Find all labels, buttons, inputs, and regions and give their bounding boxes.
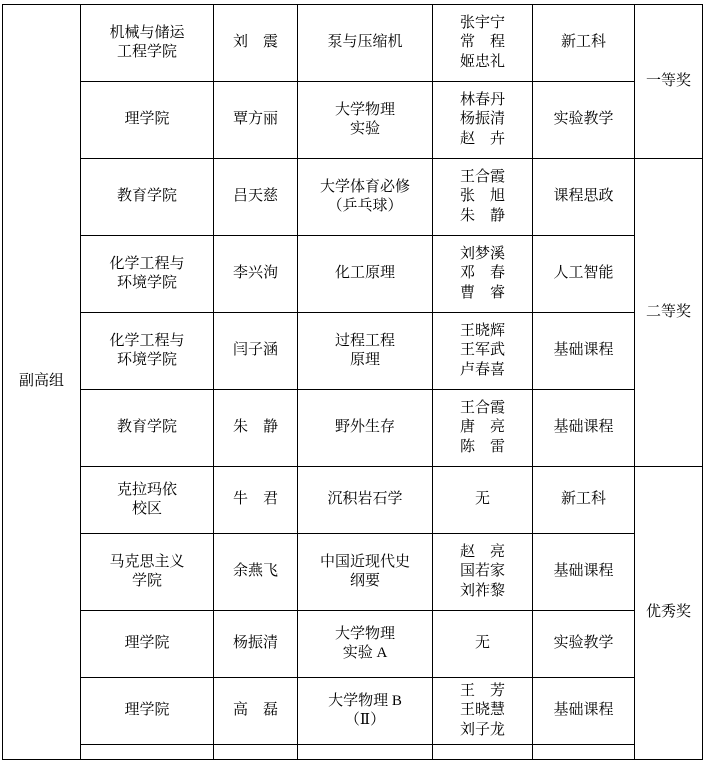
college-cell bbox=[81, 745, 214, 760]
college-line: 校区 bbox=[131, 501, 162, 517]
course-cell bbox=[298, 159, 433, 236]
college-line: 化学工程与 bbox=[109, 332, 185, 349]
course-type-cell: 人工智能 bbox=[533, 236, 635, 313]
members-cell bbox=[433, 678, 533, 745]
course-line: 纲要 bbox=[349, 573, 380, 589]
member-line: 赵 亮 bbox=[459, 544, 505, 561]
table-row bbox=[3, 467, 703, 534]
prize-cell: 二等奖 bbox=[635, 159, 703, 467]
course-cell bbox=[298, 534, 433, 611]
course-line: 过程工程 bbox=[334, 332, 395, 349]
member-line: 陈 雷 bbox=[459, 438, 505, 455]
course-cell bbox=[298, 313, 433, 390]
table-row bbox=[3, 159, 703, 236]
members-cell bbox=[433, 534, 533, 611]
members-cell bbox=[433, 745, 533, 760]
teacher-name-cell: 余燕飞 bbox=[214, 534, 298, 611]
college-cell: 理学院 bbox=[81, 678, 214, 745]
table-row bbox=[3, 5, 703, 82]
course-line: 泵与压缩机 bbox=[327, 34, 403, 51]
course-line: 实验 bbox=[349, 121, 380, 137]
members-cell bbox=[433, 236, 533, 313]
group-cell bbox=[3, 5, 81, 760]
college-line: 机械与储运 bbox=[109, 24, 185, 41]
course-cell: 沉积岩石学 bbox=[298, 467, 433, 534]
table-row bbox=[3, 678, 703, 745]
members-cell bbox=[433, 82, 533, 159]
course-type-cell bbox=[533, 745, 635, 760]
members-cell bbox=[433, 390, 533, 467]
course-cell bbox=[298, 82, 433, 159]
member-line: 姬忠礼 bbox=[459, 53, 505, 70]
member-line: 林春丹 bbox=[459, 92, 505, 109]
course-line: 中国近现代史 bbox=[319, 553, 410, 570]
member-line: 刘梦溪 bbox=[459, 246, 505, 263]
college-line: 化学工程与 bbox=[109, 255, 185, 272]
course-line: 原理 bbox=[349, 352, 380, 368]
group-label: 副高组 bbox=[18, 373, 64, 390]
member-line: 王晓辉 bbox=[459, 323, 505, 340]
course-cell: 野外生存 bbox=[298, 390, 433, 467]
teacher-name-cell: 闫子涵 bbox=[214, 313, 298, 390]
member-line: 朱 静 bbox=[459, 207, 505, 224]
course-line: 大学体育必修 bbox=[319, 178, 410, 195]
course-line: （Ⅱ） bbox=[344, 712, 386, 728]
course-cell bbox=[298, 678, 433, 745]
member-line: 刘子龙 bbox=[459, 721, 505, 738]
teacher-name-cell: 高 磊 bbox=[214, 678, 298, 745]
award-results-table bbox=[2, 4, 703, 760]
document-page bbox=[0, 4, 705, 738]
teacher-name-cell bbox=[214, 745, 298, 760]
members-cell bbox=[433, 5, 533, 82]
member-line: 常 程 bbox=[459, 34, 505, 51]
course-line: 大学物理 B bbox=[328, 692, 402, 709]
table-row bbox=[3, 236, 703, 313]
table-row-clipped bbox=[3, 745, 703, 760]
course-type-cell: 基础课程 bbox=[533, 313, 635, 390]
member-line: 曹 睿 bbox=[459, 284, 505, 301]
course-cell: 化工原理 bbox=[298, 236, 433, 313]
course-type-cell: 基础课程 bbox=[533, 678, 635, 745]
member-line: 刘祚黎 bbox=[459, 582, 505, 599]
course-type-cell: 新工科 bbox=[533, 5, 635, 82]
college-cell bbox=[81, 534, 214, 611]
member-line: 卢春喜 bbox=[459, 361, 505, 378]
college-cell bbox=[81, 313, 214, 390]
teacher-name-cell: 覃方丽 bbox=[214, 82, 298, 159]
course-type-cell: 课程思政 bbox=[533, 159, 635, 236]
course-line: 实验 A bbox=[342, 645, 388, 661]
member-line: 张宇宁 bbox=[459, 15, 505, 32]
college-cell: 理学院 bbox=[81, 82, 214, 159]
member-line: 王合霞 bbox=[459, 400, 505, 417]
course-cell bbox=[298, 611, 433, 678]
college-line: 学院 bbox=[131, 573, 162, 589]
member-line: 国若家 bbox=[459, 563, 505, 580]
college-line: 马克思主义 bbox=[109, 553, 185, 570]
course-line: 大学物理 bbox=[334, 101, 395, 118]
members-cell: 无 bbox=[433, 611, 533, 678]
members-cell: 无 bbox=[433, 467, 533, 534]
teacher-name-cell: 杨振清 bbox=[214, 611, 298, 678]
course-type-cell: 基础课程 bbox=[533, 390, 635, 467]
college-cell bbox=[81, 467, 214, 534]
table-row bbox=[3, 534, 703, 611]
college-line: 克拉玛依 bbox=[116, 481, 177, 498]
table-row bbox=[3, 390, 703, 467]
teacher-name-cell: 李兴洵 bbox=[214, 236, 298, 313]
college-line: 工程学院 bbox=[116, 44, 177, 60]
member-line: 赵 卉 bbox=[459, 130, 505, 147]
teacher-name-cell: 刘 震 bbox=[214, 5, 298, 82]
members-cell bbox=[433, 159, 533, 236]
course-type-cell: 实验教学 bbox=[533, 611, 635, 678]
college-cell: 教育学院 bbox=[81, 390, 214, 467]
table-row bbox=[3, 313, 703, 390]
table-row bbox=[3, 82, 703, 159]
table-row bbox=[3, 611, 703, 678]
course-cell bbox=[298, 745, 433, 760]
teacher-name-cell: 朱 静 bbox=[214, 390, 298, 467]
member-line: 邓 春 bbox=[459, 265, 505, 282]
course-type-cell: 新工科 bbox=[533, 467, 635, 534]
member-line: 王合霞 bbox=[459, 169, 505, 186]
college-cell bbox=[81, 236, 214, 313]
college-cell: 理学院 bbox=[81, 611, 214, 678]
member-line: 张 旭 bbox=[459, 188, 505, 205]
member-line: 唐 亮 bbox=[459, 419, 505, 436]
member-line: 王晓慧 bbox=[459, 702, 505, 719]
course-type-cell: 基础课程 bbox=[533, 534, 635, 611]
course-line: 大学物理 bbox=[334, 625, 395, 642]
course-type-cell: 实验教学 bbox=[533, 82, 635, 159]
member-line: 王 芳 bbox=[459, 683, 505, 700]
prize-cell: 优秀奖 bbox=[635, 467, 703, 760]
college-line: 环境学院 bbox=[116, 275, 177, 291]
prize-cell: 一等奖 bbox=[635, 5, 703, 159]
member-line: 王军武 bbox=[459, 342, 505, 359]
teacher-name-cell: 牛 君 bbox=[214, 467, 298, 534]
course-cell bbox=[298, 5, 433, 82]
course-line: （乒乓球） bbox=[327, 198, 403, 214]
teacher-name-cell: 吕天慈 bbox=[214, 159, 298, 236]
members-cell bbox=[433, 313, 533, 390]
member-line: 杨振清 bbox=[459, 111, 505, 128]
college-cell bbox=[81, 5, 214, 82]
college-cell: 教育学院 bbox=[81, 159, 214, 236]
college-line: 环境学院 bbox=[116, 352, 177, 368]
